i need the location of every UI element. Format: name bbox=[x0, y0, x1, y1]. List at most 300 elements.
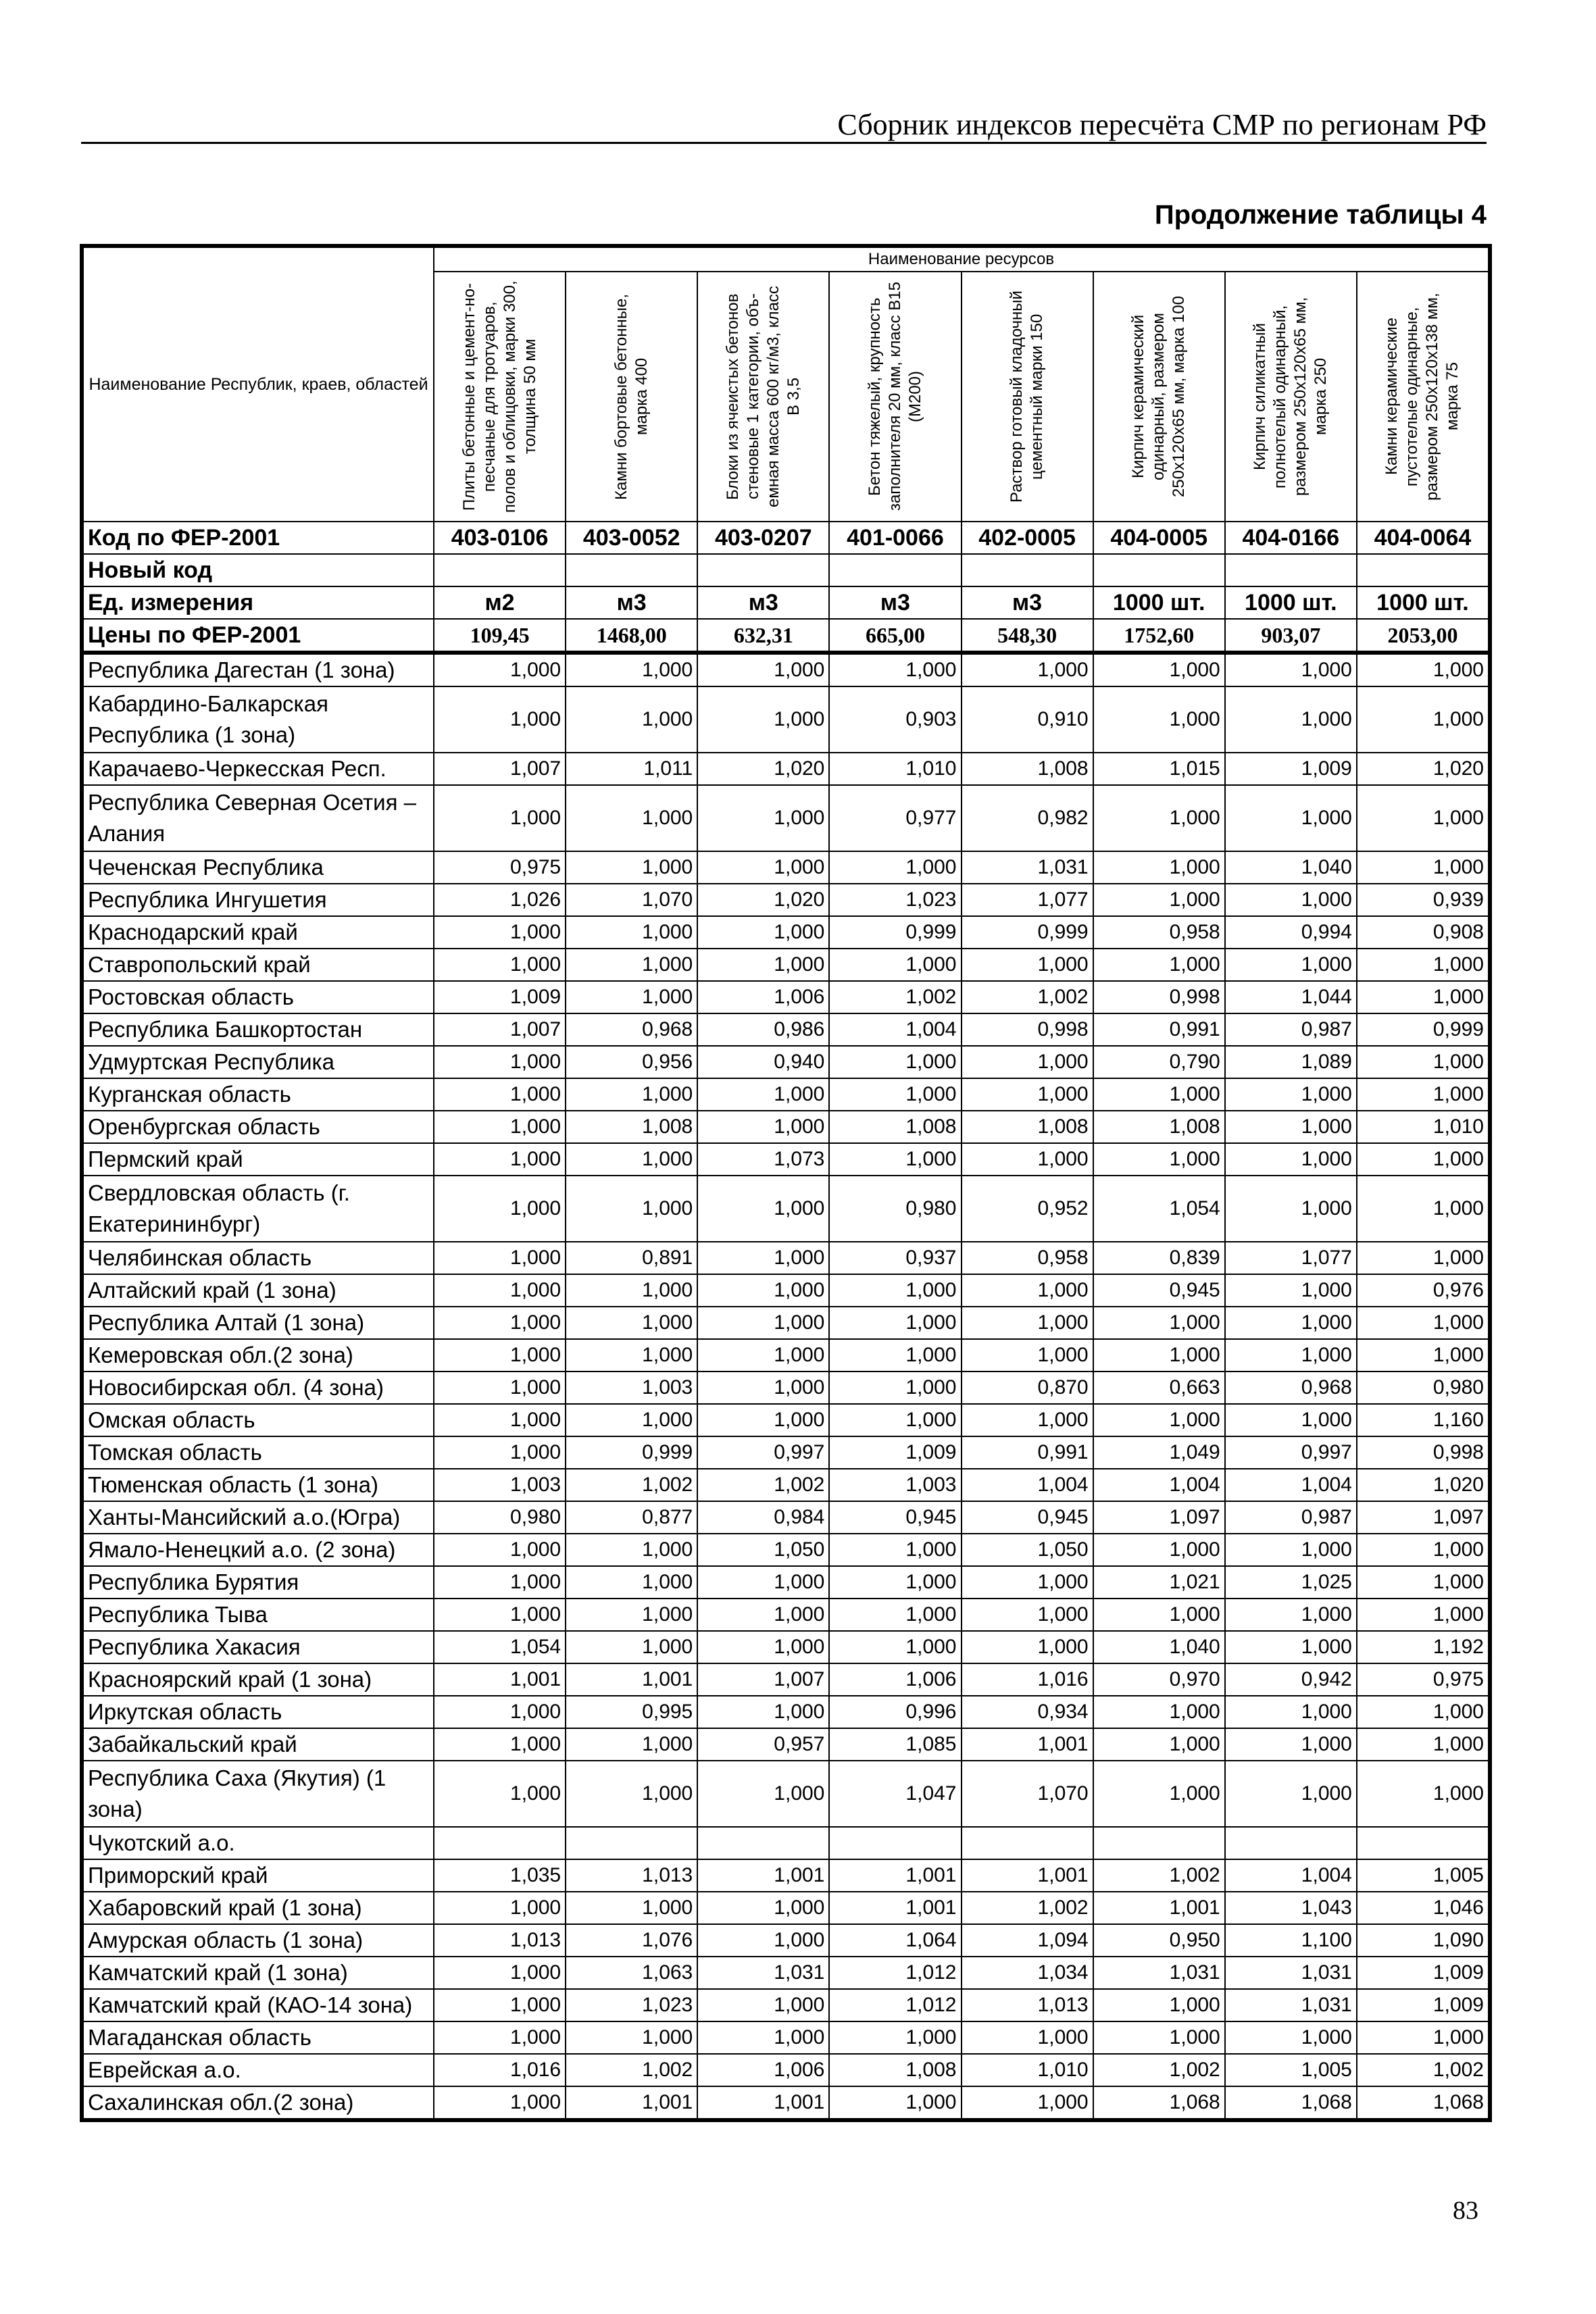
table-row bbox=[83, 1013, 1489, 1046]
index-value: 1,012 bbox=[829, 1989, 961, 2021]
index-value: 1,005 bbox=[1357, 1859, 1489, 1892]
region-name: Пермский край bbox=[83, 1143, 434, 1176]
index-value: 0,999 bbox=[962, 916, 1093, 949]
index-value: 1,000 bbox=[697, 1307, 829, 1339]
index-value: 1,004 bbox=[829, 1013, 961, 1046]
index-value: 1,000 bbox=[962, 1339, 1093, 1372]
index-value: 1,000 bbox=[1225, 785, 1357, 851]
resource-column-header bbox=[1357, 272, 1489, 522]
index-value: 1,000 bbox=[1093, 1143, 1225, 1176]
resource-column-header bbox=[829, 272, 961, 522]
index-value: 1,000 bbox=[697, 1892, 829, 1924]
index-value: 1,000 bbox=[697, 1339, 829, 1372]
index-value: 1,000 bbox=[566, 1078, 697, 1111]
index-value: 0,910 bbox=[962, 686, 1093, 753]
index-value: 1,002 bbox=[829, 981, 961, 1013]
index-value: 0,970 bbox=[1093, 1663, 1225, 1696]
index-value: 0,957 bbox=[697, 1728, 829, 1761]
index-value: 1,054 bbox=[434, 1631, 566, 1663]
table-row bbox=[83, 2054, 1489, 2086]
region-name: Томская область bbox=[83, 1436, 434, 1469]
index-value bbox=[962, 1827, 1093, 1859]
table-row bbox=[83, 753, 1489, 785]
index-value: 1,000 bbox=[697, 1599, 829, 1631]
index-value: 1,000 bbox=[1357, 785, 1489, 851]
table-row bbox=[83, 1307, 1489, 1339]
index-value: 1,034 bbox=[962, 1957, 1093, 1989]
index-value: 0,977 bbox=[829, 785, 961, 851]
table-row bbox=[83, 1501, 1489, 1534]
table-row bbox=[83, 1078, 1489, 1111]
index-value: 1,013 bbox=[434, 1924, 566, 1957]
meta-value bbox=[434, 554, 566, 586]
table-body bbox=[83, 522, 1489, 2119]
index-value: 1,000 bbox=[697, 1111, 829, 1143]
index-value: 1,002 bbox=[962, 1892, 1093, 1924]
index-value: 1,000 bbox=[1225, 1078, 1357, 1111]
index-value: 0,870 bbox=[962, 1372, 1093, 1404]
index-value: 1,000 bbox=[962, 653, 1093, 686]
resource-column-header bbox=[566, 272, 697, 522]
index-value: 1,000 bbox=[1225, 1631, 1357, 1663]
meta-value bbox=[1357, 554, 1489, 586]
index-value: 1,031 bbox=[962, 851, 1093, 884]
index-value: 1,000 bbox=[697, 1924, 829, 1957]
regions-column-header: Наименование Республик, краев, областей bbox=[83, 247, 434, 522]
table-row bbox=[83, 1663, 1489, 1696]
index-value: 0,998 bbox=[962, 1013, 1093, 1046]
index-value: 1,000 bbox=[434, 1143, 566, 1176]
index-value: 1,050 bbox=[962, 1534, 1093, 1566]
index-value: 1,000 bbox=[1225, 1339, 1357, 1372]
index-value: 1,020 bbox=[697, 753, 829, 785]
index-value: 0,934 bbox=[962, 1696, 1093, 1728]
index-value: 1,000 bbox=[1225, 1728, 1357, 1761]
index-value: 0,950 bbox=[1093, 1924, 1225, 1957]
region-name: Ямало-Ненецкий а.о. (2 зона) bbox=[83, 1534, 434, 1566]
table-row bbox=[83, 1242, 1489, 1274]
index-value: 1,070 bbox=[566, 884, 697, 916]
index-value: 1,049 bbox=[1093, 1436, 1225, 1469]
region-name: Приморский край bbox=[83, 1859, 434, 1892]
index-value: 1,003 bbox=[829, 1469, 961, 1501]
index-value: 1,001 bbox=[697, 2086, 829, 2119]
index-value: 1,000 bbox=[697, 1404, 829, 1436]
index-value: 1,020 bbox=[697, 884, 829, 916]
index-value: 1,192 bbox=[1357, 1631, 1489, 1663]
index-value: 1,046 bbox=[1357, 1892, 1489, 1924]
index-value: 1,008 bbox=[829, 1111, 961, 1143]
index-value: 1,043 bbox=[1225, 1892, 1357, 1924]
index-value: 1,000 bbox=[829, 1274, 961, 1307]
index-value: 1,031 bbox=[1225, 1957, 1357, 1989]
index-value: 1,021 bbox=[1093, 1566, 1225, 1599]
table-row bbox=[83, 1274, 1489, 1307]
index-value: 1,000 bbox=[829, 1631, 961, 1663]
index-value: 1,000 bbox=[434, 1242, 566, 1274]
index-value: 1,000 bbox=[1357, 1307, 1489, 1339]
region-name: Еврейская а.о. bbox=[83, 2054, 434, 2086]
index-value: 1,000 bbox=[962, 1307, 1093, 1339]
index-value: 0,987 bbox=[1225, 1501, 1357, 1534]
region-name: Омская область bbox=[83, 1404, 434, 1436]
region-name: Алтайский край (1 зона) bbox=[83, 1274, 434, 1307]
index-value: 0,942 bbox=[1225, 1663, 1357, 1696]
index-value: 1,009 bbox=[1357, 1989, 1489, 2021]
index-value: 1,000 bbox=[434, 1599, 566, 1631]
index-value: 1,015 bbox=[1093, 753, 1225, 785]
region-name: Республика Северная Осетия – Алания bbox=[83, 785, 434, 851]
index-value: 0,908 bbox=[1357, 916, 1489, 949]
index-value bbox=[1225, 1827, 1357, 1859]
index-value: 1,000 bbox=[566, 1404, 697, 1436]
index-value: 1,000 bbox=[434, 1761, 566, 1827]
index-value: 1,000 bbox=[566, 1599, 697, 1631]
region-name: Республика Алтай (1 зона) bbox=[83, 1307, 434, 1339]
index-value: 0,976 bbox=[1357, 1274, 1489, 1307]
index-value: 1,006 bbox=[697, 2054, 829, 2086]
table-row bbox=[83, 1111, 1489, 1143]
table-row bbox=[83, 1631, 1489, 1663]
index-value: 1,000 bbox=[566, 1892, 697, 1924]
index-value: 0,997 bbox=[1225, 1436, 1357, 1469]
index-value: 1,000 bbox=[1225, 1761, 1357, 1827]
index-value: 1,000 bbox=[1225, 1696, 1357, 1728]
index-value: 1,002 bbox=[1093, 1859, 1225, 1892]
index-value: 1,040 bbox=[1093, 1631, 1225, 1663]
index-value: 1,002 bbox=[1357, 2054, 1489, 2086]
meta-value: 903,07 bbox=[1225, 619, 1357, 653]
index-value: 1,000 bbox=[1357, 949, 1489, 981]
index-value: 1,000 bbox=[697, 653, 829, 686]
index-value: 1,100 bbox=[1225, 1924, 1357, 1957]
index-value: 0,877 bbox=[566, 1501, 697, 1534]
index-value: 1,000 bbox=[829, 1339, 961, 1372]
table-row bbox=[83, 1924, 1489, 1957]
index-value: 1,000 bbox=[962, 1078, 1093, 1111]
resource-name: Бетон тяжелый, крупность заполнителя 20 мм, класс В15 (М200) bbox=[865, 282, 924, 511]
region-name: Новосибирская обл. (4 зона) bbox=[83, 1372, 434, 1404]
meta-value: 1000 шт. bbox=[1225, 586, 1357, 619]
index-value: 1,001 bbox=[829, 1892, 961, 1924]
index-value: 1,000 bbox=[1225, 686, 1357, 753]
index-value: 1,026 bbox=[434, 884, 566, 916]
index-value: 1,009 bbox=[829, 1436, 961, 1469]
index-value: 1,000 bbox=[1093, 1761, 1225, 1827]
index-value: 1,000 bbox=[434, 653, 566, 686]
region-name: Камчатский край (1 зона) bbox=[83, 1957, 434, 1989]
index-value: 1,000 bbox=[1357, 1143, 1489, 1176]
index-value: 1,000 bbox=[566, 2021, 697, 2054]
index-value: 1,000 bbox=[1225, 1176, 1357, 1242]
index-value: 1,000 bbox=[1225, 1307, 1357, 1339]
resource-name: Камни керамические пустотелые одинарные, размером 250x120x138 мм, марка 75 bbox=[1382, 293, 1462, 501]
meta-value: 404-0064 bbox=[1357, 522, 1489, 554]
index-value: 1,000 bbox=[829, 1599, 961, 1631]
index-value: 1,010 bbox=[1357, 1111, 1489, 1143]
index-value: 1,000 bbox=[962, 1599, 1093, 1631]
index-value: 1,000 bbox=[697, 686, 829, 753]
index-value: 1,000 bbox=[434, 1696, 566, 1728]
index-value: 1,000 bbox=[1093, 1989, 1225, 2021]
index-value: 1,000 bbox=[434, 1176, 566, 1242]
index-value bbox=[829, 1827, 961, 1859]
index-value: 1,000 bbox=[434, 1404, 566, 1436]
table-row bbox=[83, 2021, 1489, 2054]
index-value: 1,002 bbox=[1093, 2054, 1225, 2086]
index-value: 1,000 bbox=[1357, 1728, 1489, 1761]
index-value: 1,000 bbox=[566, 785, 697, 851]
index-value: 1,064 bbox=[829, 1924, 961, 1957]
index-value: 1,000 bbox=[1357, 2021, 1489, 2054]
running-head: Сборник индексов пересчёта СМР по регионам РФ bbox=[81, 108, 1487, 144]
index-value: 1,000 bbox=[962, 949, 1093, 981]
meta-value: 632,31 bbox=[697, 619, 829, 653]
index-value: 1,000 bbox=[1225, 653, 1357, 686]
index-value: 1,004 bbox=[1225, 1859, 1357, 1892]
meta-value: м3 bbox=[829, 586, 961, 619]
index-value: 0,891 bbox=[566, 1242, 697, 1274]
index-value: 1,000 bbox=[962, 1046, 1093, 1078]
index-value: 1,001 bbox=[566, 2086, 697, 2119]
index-value: 1,000 bbox=[697, 949, 829, 981]
index-value: 1,000 bbox=[1093, 2021, 1225, 2054]
index-value: 0,998 bbox=[1357, 1436, 1489, 1469]
region-name: Челябинская область bbox=[83, 1242, 434, 1274]
index-value: 1,020 bbox=[1357, 753, 1489, 785]
index-value: 1,070 bbox=[962, 1761, 1093, 1827]
table-row bbox=[83, 785, 1489, 851]
meta-value: 2053,00 bbox=[1357, 619, 1489, 653]
meta-value: 403-0052 bbox=[566, 522, 697, 554]
meta-value: м3 bbox=[962, 586, 1093, 619]
index-value: 1,000 bbox=[697, 851, 829, 884]
index-value: 1,000 bbox=[1093, 851, 1225, 884]
index-value: 1,005 bbox=[1225, 2054, 1357, 2086]
index-value: 1,000 bbox=[829, 1534, 961, 1566]
resource-name: Раствор готовый кладочный цементный марки 150 bbox=[1007, 291, 1047, 503]
index-value: 1,000 bbox=[434, 1957, 566, 1989]
index-value: 1,007 bbox=[434, 1013, 566, 1046]
table-row bbox=[83, 1469, 1489, 1501]
index-value: 1,000 bbox=[829, 2021, 961, 2054]
index-value: 1,000 bbox=[1357, 1078, 1489, 1111]
table-row bbox=[83, 916, 1489, 949]
index-value: 1,000 bbox=[697, 1631, 829, 1663]
index-value: 1,000 bbox=[566, 949, 697, 981]
index-value: 0,999 bbox=[829, 916, 961, 949]
index-value: 0,956 bbox=[566, 1046, 697, 1078]
index-value: 1,031 bbox=[697, 1957, 829, 1989]
index-value: 1,000 bbox=[962, 1566, 1093, 1599]
resource-column-header bbox=[1093, 272, 1225, 522]
index-value: 1,000 bbox=[962, 1143, 1093, 1176]
meta-value bbox=[697, 554, 829, 586]
index-value: 0,968 bbox=[566, 1013, 697, 1046]
index-value: 0,945 bbox=[1093, 1274, 1225, 1307]
index-value: 1,000 bbox=[1357, 981, 1489, 1013]
table-row bbox=[83, 1176, 1489, 1242]
table-row bbox=[83, 1892, 1489, 1924]
index-value: 0,987 bbox=[1225, 1013, 1357, 1046]
index-value: 0,945 bbox=[829, 1501, 961, 1534]
continuation-title: Продолжение таблицы 4 bbox=[1154, 200, 1487, 230]
region-name: Удмуртская Республика bbox=[83, 1046, 434, 1078]
index-value: 0,975 bbox=[434, 851, 566, 884]
resources-header: Наименование ресурсов bbox=[434, 247, 1489, 272]
index-value: 1,000 bbox=[1357, 1566, 1489, 1599]
index-value: 1,000 bbox=[1225, 1404, 1357, 1436]
index-value: 1,001 bbox=[1093, 1892, 1225, 1924]
region-name: Республика Хакасия bbox=[83, 1631, 434, 1663]
index-value: 1,000 bbox=[829, 1307, 961, 1339]
region-name: Ставропольский край bbox=[83, 949, 434, 981]
index-value: 1,077 bbox=[1225, 1242, 1357, 1274]
table-row bbox=[83, 1728, 1489, 1761]
meta-value: 402-0005 bbox=[962, 522, 1093, 554]
region-name: Республика Дагестан (1 зона) bbox=[83, 653, 434, 686]
meta-value: 404-0005 bbox=[1093, 522, 1225, 554]
region-name: Республика Ингушетия bbox=[83, 884, 434, 916]
region-name: Кемеровская обл.(2 зона) bbox=[83, 1339, 434, 1372]
index-value: 0,940 bbox=[697, 1046, 829, 1078]
meta-label: Цены по ФЕР-2001 bbox=[83, 619, 434, 653]
index-value: 1,000 bbox=[434, 785, 566, 851]
index-value: 1,000 bbox=[697, 916, 829, 949]
table-row bbox=[83, 1761, 1489, 1827]
region-name: Сахалинская обл.(2 зона) bbox=[83, 2086, 434, 2119]
index-table bbox=[82, 247, 1489, 2119]
table-row bbox=[83, 1989, 1489, 2021]
index-value: 1,013 bbox=[962, 1989, 1093, 2021]
index-value: 1,000 bbox=[1357, 1339, 1489, 1372]
index-value: 1,000 bbox=[1357, 1046, 1489, 1078]
resource-name: Кирпич керамический одинарный, размером 250x120x65 мм, марка 100 bbox=[1129, 295, 1189, 498]
meta-value: м2 bbox=[434, 586, 566, 619]
meta-row bbox=[83, 554, 1489, 586]
index-value: 0,998 bbox=[1093, 981, 1225, 1013]
index-value: 1,008 bbox=[829, 2054, 961, 2086]
meta-value bbox=[829, 554, 961, 586]
index-value: 1,050 bbox=[697, 1534, 829, 1566]
meta-value: м3 bbox=[697, 586, 829, 619]
index-value: 1,006 bbox=[697, 981, 829, 1013]
index-value: 1,009 bbox=[1225, 753, 1357, 785]
table-header bbox=[83, 247, 1489, 522]
index-value: 1,012 bbox=[829, 1957, 961, 1989]
meta-value: 401-0066 bbox=[829, 522, 961, 554]
index-value: 1,008 bbox=[962, 753, 1093, 785]
index-value: 1,000 bbox=[1093, 1599, 1225, 1631]
index-value: 0,999 bbox=[1357, 1013, 1489, 1046]
index-value: 1,000 bbox=[697, 1696, 829, 1728]
table-row bbox=[83, 1404, 1489, 1436]
index-value: 1,000 bbox=[566, 1631, 697, 1663]
table-row bbox=[83, 1599, 1489, 1631]
index-value: 1,008 bbox=[962, 1111, 1093, 1143]
index-value: 1,000 bbox=[1225, 1534, 1357, 1566]
index-value: 1,023 bbox=[566, 1989, 697, 2021]
index-value: 0,975 bbox=[1357, 1663, 1489, 1696]
index-value: 0,991 bbox=[1093, 1013, 1225, 1046]
index-value: 1,000 bbox=[1357, 653, 1489, 686]
index-value: 1,000 bbox=[566, 1339, 697, 1372]
index-value: 1,001 bbox=[962, 1859, 1093, 1892]
index-value: 1,000 bbox=[697, 1761, 829, 1827]
meta-label: Новый код bbox=[83, 554, 434, 586]
index-value: 1,000 bbox=[697, 1274, 829, 1307]
index-value: 1,000 bbox=[829, 851, 961, 884]
meta-value: 1468,00 bbox=[566, 619, 697, 653]
index-value: 1,016 bbox=[434, 2054, 566, 2086]
index-value: 1,000 bbox=[1225, 949, 1357, 981]
table-row bbox=[83, 1046, 1489, 1078]
index-value: 1,000 bbox=[1093, 653, 1225, 686]
index-value: 1,068 bbox=[1093, 2086, 1225, 2119]
meta-label: Ед. измерения bbox=[83, 586, 434, 619]
resource-column-header bbox=[697, 272, 829, 522]
index-value bbox=[697, 1827, 829, 1859]
page-number: 83 bbox=[1453, 2196, 1478, 2225]
index-value: 1,000 bbox=[962, 1274, 1093, 1307]
table-row bbox=[83, 1957, 1489, 1989]
index-value: 1,000 bbox=[566, 916, 697, 949]
index-value: 1,000 bbox=[1093, 1534, 1225, 1566]
index-value: 1,000 bbox=[566, 1143, 697, 1176]
index-value: 1,010 bbox=[962, 2054, 1093, 2086]
index-value: 1,000 bbox=[1357, 1761, 1489, 1827]
index-value: 1,000 bbox=[697, 1372, 829, 1404]
index-value: 1,031 bbox=[1093, 1957, 1225, 1989]
index-value: 1,000 bbox=[1225, 884, 1357, 916]
index-value: 1,000 bbox=[434, 1728, 566, 1761]
index-value: 1,000 bbox=[566, 1307, 697, 1339]
index-value: 1,000 bbox=[1093, 686, 1225, 753]
table-row bbox=[83, 2086, 1489, 2119]
region-name: Тюменская область (1 зона) bbox=[83, 1469, 434, 1501]
meta-value: 403-0207 bbox=[697, 522, 829, 554]
meta-value bbox=[1093, 554, 1225, 586]
index-value: 1,000 bbox=[962, 1631, 1093, 1663]
table-row bbox=[83, 949, 1489, 981]
index-value: 1,000 bbox=[697, 2021, 829, 2054]
region-name: Республика Тыва bbox=[83, 1599, 434, 1631]
index-value: 1,000 bbox=[697, 1176, 829, 1242]
resource-name: Плиты бетонные и цемент-но-песчаные для тротуаров, полов и облицовки, марки 300, толщина 50 мм bbox=[459, 280, 539, 513]
region-name: Республика Саха (Якутия) (1 зона) bbox=[83, 1761, 434, 1827]
region-name: Хабаровский край (1 зона) bbox=[83, 1892, 434, 1924]
table-row bbox=[83, 981, 1489, 1013]
index-value: 0,980 bbox=[1357, 1372, 1489, 1404]
index-value: 1,000 bbox=[962, 2086, 1093, 2119]
index-value: 1,097 bbox=[1357, 1501, 1489, 1534]
index-value: 0,999 bbox=[566, 1436, 697, 1469]
index-value: 1,001 bbox=[962, 1728, 1093, 1761]
region-name: Республика Бурятия bbox=[83, 1566, 434, 1599]
index-value: 1,000 bbox=[1357, 686, 1489, 753]
region-name: Иркутская область bbox=[83, 1696, 434, 1728]
index-value bbox=[566, 1827, 697, 1859]
meta-value: 404-0166 bbox=[1225, 522, 1357, 554]
region-name: Свердловская область (г. Екатерининбург) bbox=[83, 1176, 434, 1242]
index-value: 1,004 bbox=[962, 1469, 1093, 1501]
index-value: 0,937 bbox=[829, 1242, 961, 1274]
index-value: 0,980 bbox=[434, 1501, 566, 1534]
region-name: Красноярский край (1 зона) bbox=[83, 1663, 434, 1696]
index-value bbox=[434, 1827, 566, 1859]
index-value: 1,004 bbox=[1225, 1469, 1357, 1501]
index-value: 1,000 bbox=[1225, 1274, 1357, 1307]
